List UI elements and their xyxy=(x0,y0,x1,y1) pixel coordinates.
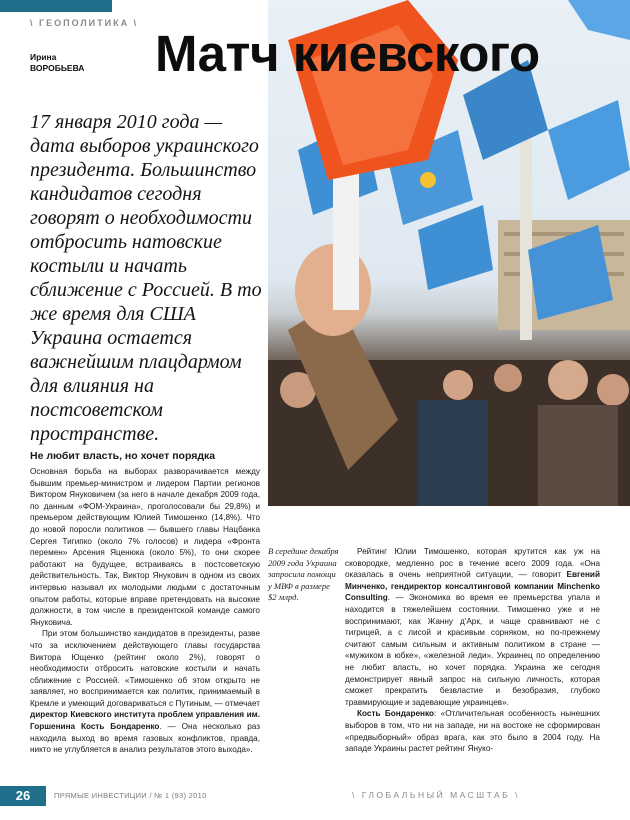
quoted-expert: Евгений Минченко, гендиректор консалтинговой компании Minchenko Consulting xyxy=(345,570,600,603)
person-head xyxy=(597,374,629,406)
paragraph-text: Рейтинг Юлии Тимошенко, которая крутится как уж на сковородке, медленно рос в течение всего 2009 года. «Она оказалась в очень неприятной ситуации, — говорит xyxy=(345,547,600,580)
flag xyxy=(568,0,630,40)
person-head xyxy=(548,360,588,400)
flag xyxy=(548,100,630,200)
top-accent-bar xyxy=(0,0,112,12)
sidenote: В середине декабря 2009 года Украина запросила помощи у МВФ в размере $2 млрд. xyxy=(268,546,339,602)
person-body xyxy=(418,400,488,506)
footer-section: \ ГЛОБАЛЬНЫЙ МАСШТАБ \ xyxy=(352,790,520,800)
page-footer xyxy=(0,786,630,806)
quoted-expert: директор Киевского института проблем управления им. Горшенина Кость Бондаренко xyxy=(30,710,260,732)
person-body xyxy=(538,405,618,506)
article-headline: Матч киевского xyxy=(155,25,540,82)
paragraph-text: . — Она несколько раз находила выход во время газовых конфликтов, правда, никто не углубляется в анализ результатов этого выхода». xyxy=(30,722,261,755)
paragraph xyxy=(345,708,600,754)
monument-column xyxy=(520,120,532,340)
flag-emblem xyxy=(420,172,436,188)
section-rubric: \ ГЕОПОЛИТИКА \ xyxy=(30,18,139,28)
author-first-name: Ирина xyxy=(30,52,57,62)
person-head xyxy=(494,364,522,392)
paragraph: Основная борьба на выборах разворачивается между бывшим премьер-министром и лидером Партии регионов Виктором Януковичем (за него в начале декабря 2009 года, по данным «ФОМ-Украина», проголосовали бы 29,8%) и премьером действующим Юлией Тимошенко (14,8%). Что до новой поросли политиков — бывшего главы Нацбанка Сергея Тигипко (около 7% голосов) и лидера «Фронта перемен» Арсения Яценюка (около 5%), то они скорее работают на будущее, встраиваясь в постсоветскую действительность. Так, Виктор Янукович в одном из своих интервью называл их молодыми людьми с достаточным опытом работы, которые вправе претендовать на высокие должности, в том числе в президентской команде самого Януковича. xyxy=(30,467,260,627)
person-head xyxy=(443,370,473,400)
article-lead: 17 января 2010 года — дата выборов украинского президента. Большинство кандидатов сегодня говорят о необходимости отбросить натовские костыли и начать сближение с Россией. В то же время для США Украина остается важнейшим плацдармом для влияния на постсоветском пространстве. xyxy=(30,111,262,445)
paragraph-text: : «Отличительная особенность нынешних выборов в том, что ни на западе, ни на востоке не сформирован «предвыборный» образ врага, как это было в 2004 году. На западе Украины растет рейтинг Януко- xyxy=(345,709,600,754)
paragraph-text: . — Экономика во время ее премьерства упала и находится в тяжелейшем состоянии. Тимошенко уже и не воспринимают, как Жанну д'Арк, и чаще сравнивают не с тигрицей, а с лисой и красивым сорняком, но по-прежнему считают самым сильным и активным политиком в стране — «мужиком в юбке», «железной леди». Украинец по определению не любит власть, но хочет порядка. Украина же сегодня демонстрирует явный запрос на сильную личность, которая сможет прекратить безвластие и безобразия, глубоко травмирующие и задевающие украинцев». xyxy=(345,593,600,707)
quoted-expert: Кость Бондаренко xyxy=(357,709,434,719)
author-byline xyxy=(30,52,84,74)
author-last-name: ВОРОБЬЕВА xyxy=(30,63,85,73)
paragraph xyxy=(30,628,260,756)
paragraph-text: При этом большинство кандидатов в президенты, разве что за исключением действующего главы государства Виктора Ющенко (рейтинг около 2%), говорят о необходимости отбросить натовские костыли и начать сближение с Россией. «Тимошенко об этом открыто не заявляет, но воспринимается как политик, принимаемый в Кремле и умеющий договариваться с Путиным, — отмечает xyxy=(30,629,260,708)
flag xyxy=(418,205,493,290)
column-subhead: Не любит власть, но хочет порядка xyxy=(30,450,216,462)
page-number: 26 xyxy=(0,786,46,806)
paragraph xyxy=(345,546,600,708)
article-column-2 xyxy=(345,546,600,755)
article-column-1 xyxy=(30,450,260,756)
magazine-issue: ПРЯМЫЕ ИНВЕСТИЦИИ / № 1 (93) 2010 xyxy=(54,791,207,800)
